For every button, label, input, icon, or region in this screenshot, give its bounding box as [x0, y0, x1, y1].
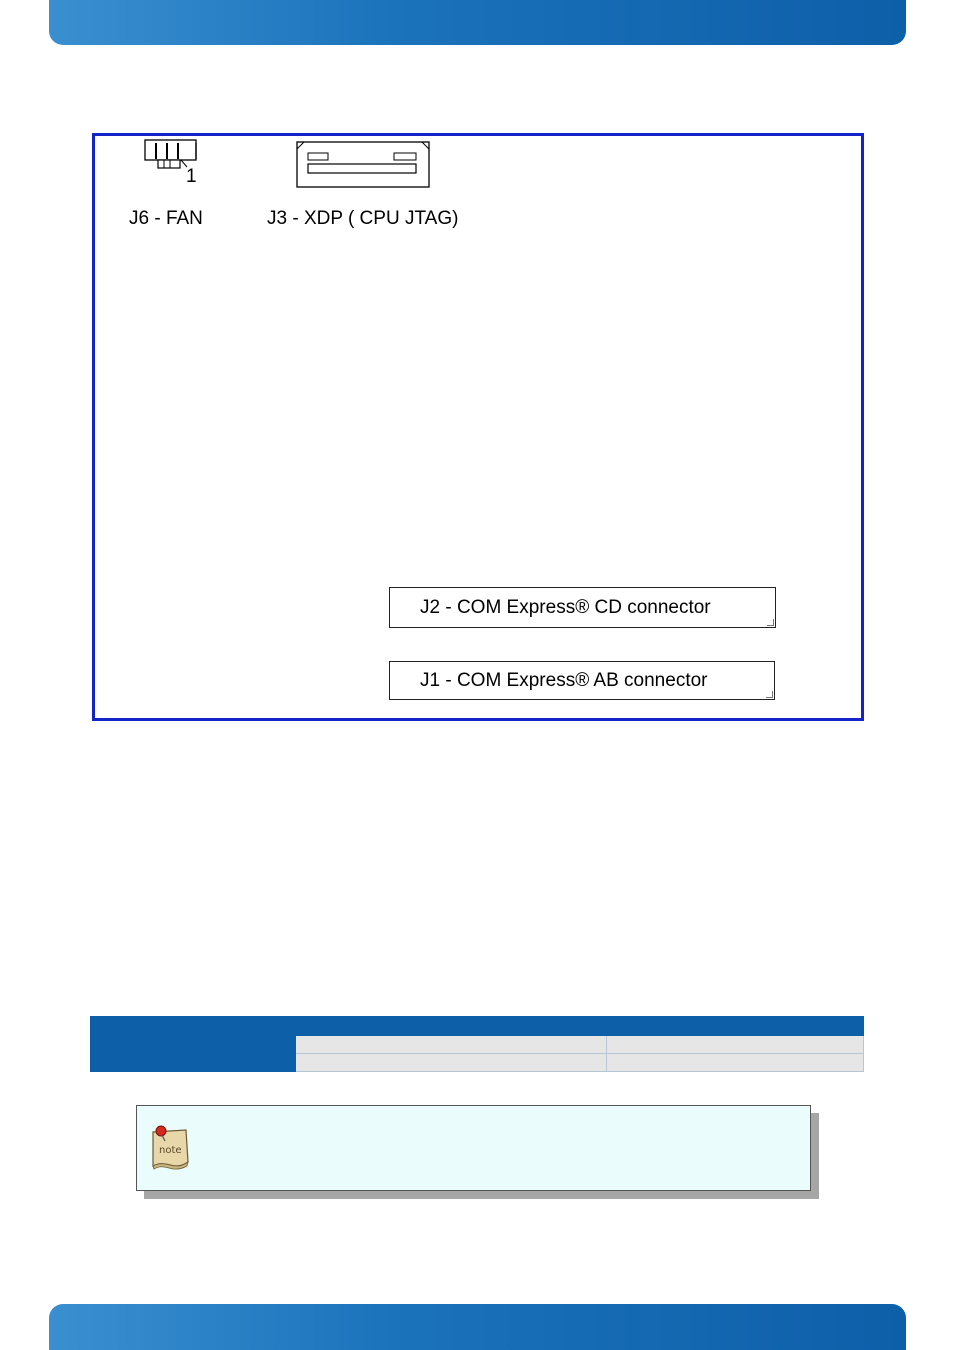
page-footer-bar — [49, 1304, 906, 1350]
j1-connector-label: J1 - COM Express® AB connector — [420, 669, 708, 691]
table-row — [91, 1036, 864, 1054]
table-cell — [296, 1036, 607, 1054]
j2-connector-box — [389, 587, 776, 628]
table-header-row — [91, 1017, 864, 1036]
table-cell — [91, 1036, 296, 1054]
table-cell — [607, 1054, 864, 1072]
note-icon-text: note — [159, 1145, 182, 1156]
table-header-cell — [607, 1017, 864, 1036]
table-header-cell — [91, 1017, 296, 1036]
connector-table — [90, 1016, 864, 1072]
xdp-connector-label: J3 - XDP ( CPU JTAG) — [267, 208, 459, 229]
j2-connector-label: J2 - COM Express® CD connector — [420, 596, 711, 618]
table-header-cell — [296, 1017, 607, 1036]
table-row — [91, 1054, 864, 1072]
j1-connector-box — [389, 661, 775, 700]
table-cell — [607, 1036, 864, 1054]
table-cell — [296, 1054, 607, 1072]
xdp-connector-icon — [296, 141, 432, 189]
note-icon — [150, 1124, 192, 1170]
page-header-bar — [49, 0, 906, 45]
table-cell — [91, 1054, 296, 1072]
board-diagram — [92, 133, 864, 721]
note-box — [136, 1105, 811, 1191]
fan-pin-label: 1 — [186, 166, 197, 187]
fan-connector-label: J6 - FAN — [129, 208, 203, 229]
